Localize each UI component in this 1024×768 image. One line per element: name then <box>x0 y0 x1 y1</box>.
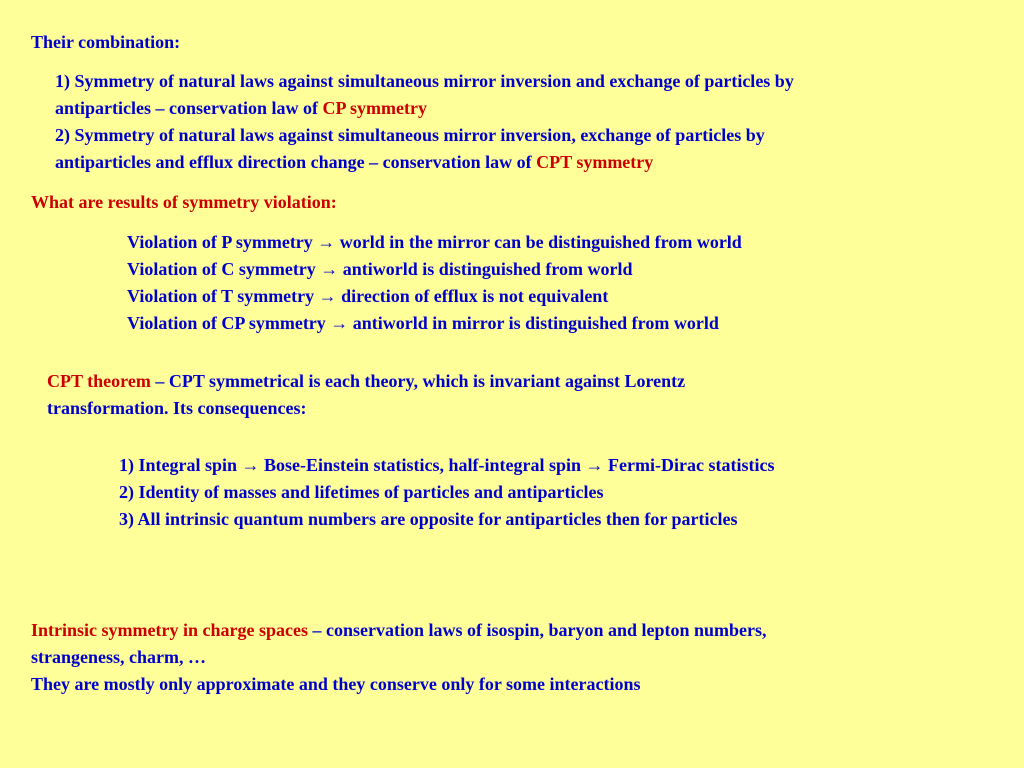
consequence-item-1: 1) Integral spin → Bose-Einstein statistics, half-integral spin → Fermi-Dirac statistics <box>119 455 775 475</box>
cpt-theorem-definition: – CPT symmetrical is each theory, which is invariant against Lorentz <box>150 371 686 391</box>
combination-item-1-line-1: 1) Symmetry of natural laws against simultaneous mirror inversion and exchange of particles by <box>55 71 794 91</box>
intrinsic-paragraph <box>31 617 767 698</box>
cpt-consequences-list <box>119 452 774 533</box>
cpt-theorem-line-1 <box>47 368 685 395</box>
combination-item-1-line-2 <box>55 95 794 122</box>
intrinsic-line-2: strangeness, charm, … <box>31 647 206 667</box>
combination-list <box>55 68 794 176</box>
intrinsic-term: Intrinsic symmetry in charge spaces <box>31 620 308 640</box>
combination-item-2-line-1: 2) Symmetry of natural laws against simultaneous mirror inversion, exchange of particles by <box>55 125 765 145</box>
violation-heading: What are results of symmetry violation: <box>31 192 337 212</box>
violation-list <box>127 229 742 337</box>
cpt-symmetry-term: CPT symmetry <box>536 152 654 172</box>
violation-item-t: Violation of T symmetry → direction of efflux is not equivalent <box>127 286 609 306</box>
intrinsic-line-3: They are mostly only approximate and they conserve only for some interactions <box>31 674 641 694</box>
cp-symmetry-term: symmetry <box>345 98 427 118</box>
cp-term: CP <box>322 98 346 118</box>
intrinsic-definition: – conservation laws of isospin, baryon and lepton numbers, <box>307 620 767 640</box>
cpt-theorem-term: CPT theorem <box>47 371 151 391</box>
combination-item-2-line-2 <box>55 149 794 176</box>
cpt-theorem-paragraph <box>47 368 685 422</box>
combination-item-1-prefix: antiparticles – conservation law of <box>55 98 323 118</box>
violation-item-cp: Violation of CP symmetry → antiworld in mirror is distinguished from world <box>127 313 719 333</box>
combination-item-2-prefix: antiparticles and efflux direction change – conservation law of <box>55 152 537 172</box>
cpt-theorem-line-2: transformation. Its consequences: <box>47 398 307 418</box>
intrinsic-line-1 <box>31 617 767 644</box>
violation-item-c: Violation of C symmetry → antiworld is distinguished from world <box>127 259 633 279</box>
combination-heading: Their combination: <box>31 32 181 52</box>
consequence-item-3: 3) All intrinsic quantum numbers are opposite for antiparticles then for particles <box>119 509 738 529</box>
consequence-item-2: 2) Identity of masses and lifetimes of particles and antiparticles <box>119 482 604 502</box>
violation-item-p: Violation of P symmetry → world in the mirror can be distinguished from world <box>127 232 742 252</box>
